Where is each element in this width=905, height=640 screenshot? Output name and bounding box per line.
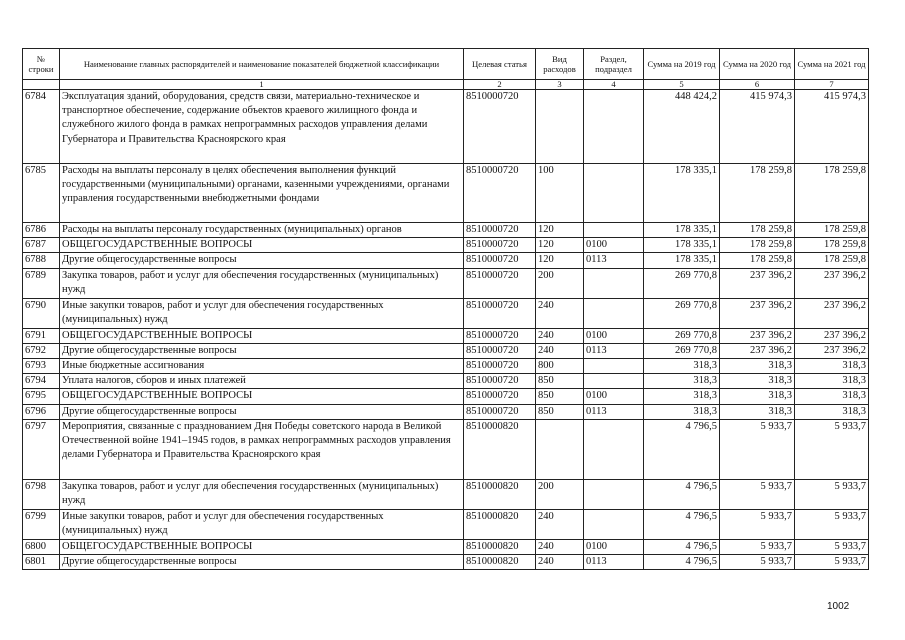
table-row (23, 298, 869, 328)
row-name: Закупка товаров, работ и услуг для обеспечения государственных (муниципальных) нужд (60, 479, 464, 509)
header-sum-2019: Сумма на 2019 год (644, 49, 720, 80)
row-name: Расходы на выплаты персоналу в целях обеспечения выполнения функций государственными (муниципальными) органами, казенными учреждениями, органами управления государственными внебюджетными фондами (60, 164, 464, 223)
header-sum-2021: Сумма на 2021 год (795, 49, 869, 80)
sum-2021: 5 933,7 (795, 555, 869, 570)
table-row (23, 509, 869, 539)
table-row (23, 419, 869, 479)
row-number: 6788 (23, 253, 60, 268)
column-number: 5 (644, 80, 720, 90)
sum-2019: 448 424,2 (644, 90, 720, 164)
sum-2021: 318,3 (795, 374, 869, 389)
sum-2021: 178 259,8 (795, 238, 869, 253)
table-row (23, 223, 869, 238)
sum-2019: 4 796,5 (644, 419, 720, 479)
sum-2021: 5 933,7 (795, 479, 869, 509)
table-row (23, 238, 869, 253)
row-number: 6795 (23, 389, 60, 404)
expense-type: 120 (536, 253, 584, 268)
sum-2020: 5 933,7 (720, 419, 795, 479)
row-name: Другие общегосударственные вопросы (60, 253, 464, 268)
expense-type: 240 (536, 555, 584, 570)
sum-2019: 178 335,1 (644, 164, 720, 223)
target-article: 8510000720 (464, 90, 536, 164)
target-article: 8510000720 (464, 164, 536, 223)
target-article: 8510000820 (464, 419, 536, 479)
table-row (23, 539, 869, 554)
row-name: Мероприятия, связанные с празднованием Дня Победы советского народа в Великой Отечественной войне 1941–1945 годов, в рамках непрограммных расходов управления делами Губернатора и Правительства Красноярского края (60, 419, 464, 479)
sum-2021: 178 259,8 (795, 253, 869, 268)
section-code: 0113 (584, 555, 644, 570)
expense-type: 120 (536, 223, 584, 238)
row-number: 6786 (23, 223, 60, 238)
sum-2020: 5 933,7 (720, 509, 795, 539)
sum-2021: 237 396,2 (795, 343, 869, 358)
sum-2021: 237 396,2 (795, 328, 869, 343)
sum-2021: 318,3 (795, 359, 869, 374)
row-number: 6792 (23, 343, 60, 358)
budget-table (22, 48, 869, 570)
table-row (23, 328, 869, 343)
section-code: 0100 (584, 328, 644, 343)
sum-2021: 237 396,2 (795, 298, 869, 328)
row-name: Иные закупки товаров, работ и услуг для обеспечения государственных (муниципальных) нужд (60, 298, 464, 328)
section-code: 0100 (584, 238, 644, 253)
target-article: 8510000820 (464, 509, 536, 539)
table-row (23, 90, 869, 164)
table-row (23, 343, 869, 358)
sum-2020: 5 933,7 (720, 539, 795, 554)
expense-type (536, 90, 584, 164)
row-number: 6794 (23, 374, 60, 389)
expense-type (536, 419, 584, 479)
row-number: 6784 (23, 90, 60, 164)
row-name: Уплата налогов, сборов и иных платежей (60, 374, 464, 389)
column-number: 1 (60, 80, 464, 90)
target-article: 8510000720 (464, 389, 536, 404)
target-article: 8510000720 (464, 404, 536, 419)
sum-2020: 318,3 (720, 404, 795, 419)
table-row (23, 404, 869, 419)
page-number: 1002 (827, 601, 850, 612)
row-number: 6796 (23, 404, 60, 419)
row-name: Иные закупки товаров, работ и услуг для обеспечения государственных (муниципальных) нужд (60, 509, 464, 539)
sum-2020: 237 396,2 (720, 328, 795, 343)
table-row (23, 268, 869, 298)
table-row (23, 555, 869, 570)
expense-type: 240 (536, 509, 584, 539)
row-number: 6797 (23, 419, 60, 479)
sum-2020: 237 396,2 (720, 343, 795, 358)
table-row (23, 479, 869, 509)
expense-type: 240 (536, 539, 584, 554)
expense-type: 800 (536, 359, 584, 374)
expense-type: 240 (536, 328, 584, 343)
row-name: Расходы на выплаты персоналу государственных (муниципальных) органов (60, 223, 464, 238)
table-row (23, 164, 869, 223)
sum-2021: 5 933,7 (795, 509, 869, 539)
header-sum-2020: Сумма на 2020 год (720, 49, 795, 80)
column-number: 2 (464, 80, 536, 90)
row-name: Другие общегосударственные вопросы (60, 343, 464, 358)
sum-2019: 4 796,5 (644, 479, 720, 509)
row-name: Закупка товаров, работ и услуг для обеспечения государственных (муниципальных) нужд (60, 268, 464, 298)
expense-type: 100 (536, 164, 584, 223)
section-code: 0113 (584, 343, 644, 358)
target-article: 8510000720 (464, 374, 536, 389)
target-article: 8510000720 (464, 298, 536, 328)
row-number: 6798 (23, 479, 60, 509)
target-article: 8510000720 (464, 223, 536, 238)
target-article: 8510000720 (464, 253, 536, 268)
row-number: 6799 (23, 509, 60, 539)
sum-2019: 318,3 (644, 374, 720, 389)
sum-2019: 178 335,1 (644, 253, 720, 268)
sum-2020: 318,3 (720, 359, 795, 374)
sum-2019: 318,3 (644, 404, 720, 419)
column-number (23, 80, 60, 90)
header-expense-type: Вид расходов (536, 49, 584, 80)
row-name: ОБЩЕГОСУДАРСТВЕННЫЕ ВОПРОСЫ (60, 389, 464, 404)
table-body (23, 90, 869, 570)
row-name: Другие общегосударственные вопросы (60, 404, 464, 419)
sum-2021: 318,3 (795, 389, 869, 404)
expense-type: 850 (536, 404, 584, 419)
sum-2021: 178 259,8 (795, 223, 869, 238)
sum-2020: 5 933,7 (720, 555, 795, 570)
sum-2019: 318,3 (644, 389, 720, 404)
section-code (584, 223, 644, 238)
sum-2021: 318,3 (795, 404, 869, 419)
target-article: 8510000720 (464, 238, 536, 253)
sum-2021: 178 259,8 (795, 164, 869, 223)
expense-type: 200 (536, 268, 584, 298)
sum-2019: 178 335,1 (644, 223, 720, 238)
section-code (584, 479, 644, 509)
expense-type: 240 (536, 343, 584, 358)
row-name: ОБЩЕГОСУДАРСТВЕННЫЕ ВОПРОСЫ (60, 539, 464, 554)
row-number: 6790 (23, 298, 60, 328)
sum-2019: 318,3 (644, 359, 720, 374)
section-code: 0100 (584, 389, 644, 404)
sum-2020: 318,3 (720, 374, 795, 389)
section-code (584, 374, 644, 389)
column-number: 4 (584, 80, 644, 90)
target-article: 8510000720 (464, 343, 536, 358)
row-number: 6793 (23, 359, 60, 374)
sum-2020: 178 259,8 (720, 238, 795, 253)
target-article: 8510000820 (464, 555, 536, 570)
header-target-article: Целевая статья (464, 49, 536, 80)
column-number: 3 (536, 80, 584, 90)
target-article: 8510000720 (464, 359, 536, 374)
row-number: 6800 (23, 539, 60, 554)
header-section: Раздел, подраздел (584, 49, 644, 80)
section-code: 0113 (584, 253, 644, 268)
sum-2021: 415 974,3 (795, 90, 869, 164)
header-row (23, 49, 869, 80)
sum-2019: 269 770,8 (644, 268, 720, 298)
sum-2020: 237 396,2 (720, 298, 795, 328)
sum-2020: 415 974,3 (720, 90, 795, 164)
row-name: ОБЩЕГОСУДАРСТВЕННЫЕ ВОПРОСЫ (60, 238, 464, 253)
section-code (584, 268, 644, 298)
section-code (584, 359, 644, 374)
sum-2020: 178 259,8 (720, 223, 795, 238)
section-code (584, 419, 644, 479)
sum-2021: 5 933,7 (795, 419, 869, 479)
row-name: Эксплуатация зданий, оборудования, средств связи, материально-техническое и транспортное обеспечение, содержание объектов краевого жилищного фонда и служебного жилого фонда в рамках непрограммных расходов управления делами Губернатора и Правительства Красноярского края (60, 90, 464, 164)
sum-2019: 269 770,8 (644, 328, 720, 343)
column-number-row (23, 80, 869, 90)
table-row (23, 359, 869, 374)
target-article: 8510000820 (464, 539, 536, 554)
sum-2019: 4 796,5 (644, 509, 720, 539)
column-number: 7 (795, 80, 869, 90)
row-name: Иные бюджетные ассигнования (60, 359, 464, 374)
sum-2021: 5 933,7 (795, 539, 869, 554)
sum-2020: 5 933,7 (720, 479, 795, 509)
sum-2019: 269 770,8 (644, 298, 720, 328)
sum-2020: 178 259,8 (720, 164, 795, 223)
header-name: Наименование главных распорядителей и наименование показателей бюджетной классификации (60, 49, 464, 80)
row-name: Другие общегосударственные вопросы (60, 555, 464, 570)
section-code (584, 509, 644, 539)
row-number: 6785 (23, 164, 60, 223)
table-row (23, 374, 869, 389)
row-number: 6789 (23, 268, 60, 298)
target-article: 8510000720 (464, 328, 536, 343)
expense-type: 240 (536, 298, 584, 328)
expense-type: 850 (536, 374, 584, 389)
expense-type: 200 (536, 479, 584, 509)
table-row (23, 253, 869, 268)
target-article: 8510000720 (464, 268, 536, 298)
section-code (584, 164, 644, 223)
expense-type: 850 (536, 389, 584, 404)
row-name: ОБЩЕГОСУДАРСТВЕННЫЕ ВОПРОСЫ (60, 328, 464, 343)
sum-2020: 318,3 (720, 389, 795, 404)
header-row-number: № строки (23, 49, 60, 80)
target-article: 8510000820 (464, 479, 536, 509)
row-number: 6787 (23, 238, 60, 253)
sum-2019: 178 335,1 (644, 238, 720, 253)
table-row (23, 389, 869, 404)
section-code (584, 90, 644, 164)
sum-2019: 269 770,8 (644, 343, 720, 358)
row-number: 6801 (23, 555, 60, 570)
sum-2019: 4 796,5 (644, 555, 720, 570)
sum-2021: 237 396,2 (795, 268, 869, 298)
expense-type: 120 (536, 238, 584, 253)
sum-2020: 237 396,2 (720, 268, 795, 298)
section-code: 0113 (584, 404, 644, 419)
column-number: 6 (720, 80, 795, 90)
section-code: 0100 (584, 539, 644, 554)
sum-2019: 4 796,5 (644, 539, 720, 554)
row-number: 6791 (23, 328, 60, 343)
section-code (584, 298, 644, 328)
sum-2020: 178 259,8 (720, 253, 795, 268)
